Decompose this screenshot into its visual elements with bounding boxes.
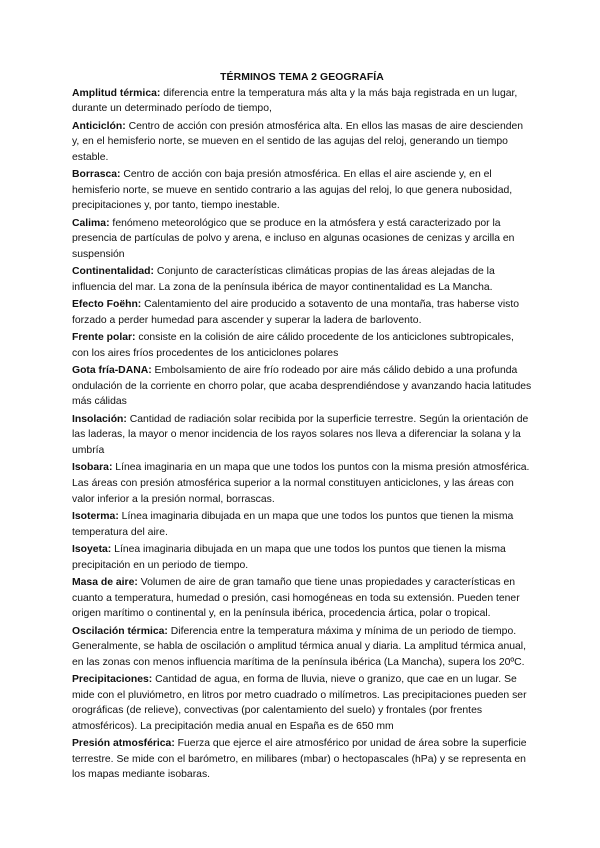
glossary-entry: [72, 509, 532, 540]
entry-definition: Línea imaginaria en un mapa que une todos los puntos con la misma presión atmosférica. Las áreas con presión atmosférica superior a la normal constituyen anticiclones, y las áreas con valor inferior a la presión normal, borrascas.: [72, 462, 530, 505]
entry-definition: Diferencia entre la temperatura máxima y mínima de un periodo de tiempo. Generalmente, se habla de oscilación o amplitud térmica anual y diaria. La amplitud térmica anual, en las zonas con menos influencia marítima de la península ibérica (La Mancha), supera los 20ºC.: [72, 625, 526, 668]
entry-definition: diferencia entre la temperatura más alta y la más baja registrada en un lugar, durante un determinado período de tiempo,: [72, 87, 518, 115]
glossary-entry: [72, 575, 532, 622]
glossary-entry: [72, 624, 532, 671]
entry-term: Isoyeta:: [72, 543, 112, 555]
glossary-entry: [72, 736, 532, 783]
entry-definition: Centro de acción con baja presión atmosférica. En ellas el aire asciende y, en el hemisferio norte, se mueve en sentido contrario a las agujas del reloj, lo que genera nubosidad, precipitaciones y, por tanto, tiempo inestable.: [72, 169, 513, 212]
entry-term: Masa de aire:: [72, 576, 138, 588]
entry-term: Frente polar:: [72, 332, 136, 344]
entry-definition: Calentamiento del aire producido a sotavento de una montaña, tras haberse visto forzado a perder humedad para ascender y superar la ladera de barlovento.: [72, 299, 520, 326]
entry-definition: Cantidad de radiación solar recibida por la superficie terrestre. Según la orientación de las laderas, la mayor o menor incidencia de los rayos solares nos lleva a diferenciar la solana y la umbría: [72, 413, 529, 457]
glossary-entry: [72, 216, 532, 263]
entry-term: Isobara:: [72, 462, 113, 474]
entry-definition: Conjunto de características climáticas propias de las áreas alejadas de la influencia del mar. La zona de la península ibérica de mayor continentalidad es La Mancha.: [72, 266, 495, 293]
entry-term: Amplitud térmica:: [72, 87, 161, 99]
glossary-entry: [72, 297, 532, 328]
entry-term: Presión atmosférica:: [72, 738, 175, 750]
entry-definition: Línea imaginaria dibujada en un mapa que une todos los puntos que tienen la misma precipitación en un periodo de tiempo.: [72, 543, 506, 571]
glossary-entry: [72, 86, 532, 117]
entry-term: Isoterma:: [72, 511, 119, 522]
glossary-entry: [72, 167, 532, 214]
entry-definition: consiste en la colisión de aire cálido procedente de los anticiclones subtropicales, con los aires fríos procedentes de los anticiclones polares: [72, 332, 514, 359]
entry-definition: Centro de acción con presión atmosférica alta. En ellos las masas de aire descienden y, en el hemisferio norte, se mueven en el sentido de las agujas del reloj, generando un tiempo estable.: [72, 120, 524, 163]
glossary-entry: [72, 460, 532, 507]
entry-term: Precipitaciones:: [72, 674, 153, 686]
glossary-entry: [72, 542, 532, 573]
glossary-entry: [72, 264, 532, 295]
glossary-entry: [72, 672, 532, 734]
entry-definition: Fuerza que ejerce el aire atmosférico por unidad de área sobre la superficie terrestre. Se mide con el barómetro, en milibares (mbar) o hectopascales (hPa) y se representa en los mapas mediante isobaras.: [72, 738, 527, 781]
entry-definition: fenómeno meteorológico que se produce en la atmósfera y está caracterizado por la presencia de partículas de polvo y arena, e incluso en algunas ocasiones de cenizas y arcilla en suspensión: [72, 217, 515, 260]
page-title: TÉRMINOS TEMA 2 GEOGRAFÍA: [220, 72, 384, 83]
entry-term: Insolación:: [72, 413, 127, 425]
entry-definition: Línea imaginaria dibujada en un mapa que une todos los puntos que tienen la misma temperatura del aire.: [72, 511, 514, 538]
entry-term: Efecto Foëhn:: [72, 299, 142, 311]
entry-term: Anticiclón:: [72, 120, 126, 132]
glossary-entry: [72, 119, 532, 166]
glossary-entry: [72, 363, 532, 410]
document-page: [72, 70, 532, 785]
entry-definition: Embolsamiento de aire frío rodeado por aire más cálido debido a una profunda ondulación de la corriente en chorro polar, que acaba desprendiéndose y avanzando hacia latitudes más cálidas: [72, 365, 532, 408]
entry-definition: Cantidad de agua, en forma de lluvia, nieve o granizo, que cae en un lugar. Se mide con el pluviómetro, en litros por metro cuadrado o milímetros. Las precipitaciones pueden ser orográficas (de relieve), convectivas (por calentamiento del suelo) y frontales (por frentes atmosféricos). La precipitación media anual en España es de 650 mm: [72, 674, 527, 732]
entry-term: Calima:: [72, 217, 110, 229]
entry-definition: Volumen de aire de gran tamaño que tiene unas propiedades y características en cuanto a temperatura, humedad o presión, casi homogéneas en toda su extensión. Pueden tener origen marítimo o continental y, en la península ibérica, procedencia ártica, polar o tropical.: [72, 576, 520, 620]
glossary-entry: [72, 412, 532, 459]
glossary-entry: [72, 330, 532, 361]
entry-term: Oscilación térmica:: [72, 625, 168, 637]
entry-term: Gota fría-DANA:: [72, 365, 152, 377]
entry-term: Borrasca:: [72, 169, 121, 181]
entry-term: Continentalidad:: [72, 266, 154, 278]
